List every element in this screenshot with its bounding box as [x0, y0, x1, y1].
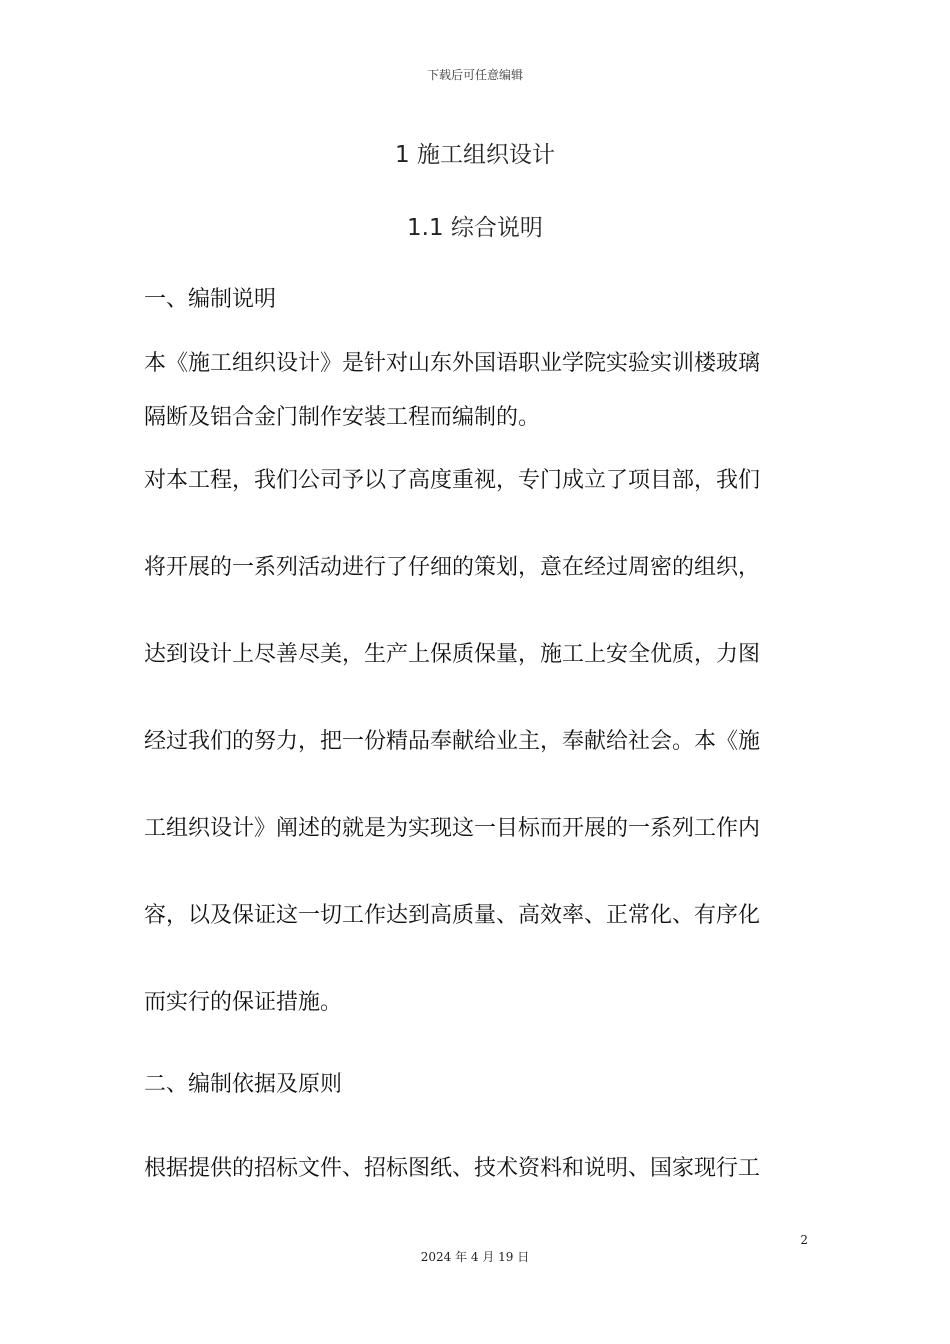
body-line: 根据提供的招标文件、招标图纸、技术资料和说明、国家现行工 [144, 1156, 761, 1181]
header-note: 下载后可任意编辑 [426, 68, 523, 82]
heading-basis-principles: 二、编制依据及原则 [144, 1072, 343, 1097]
chapter-title: 1 施工组织设计 [395, 142, 555, 168]
body-line: 对本工程，我们公司予以了高度重视，专门成立了项目部，我们 [144, 468, 761, 493]
body-line: 本《施工组织设计》是针对山东外国语职业学院实验实训楼玻璃 [144, 351, 761, 376]
footer-date: 2024 年 4 月 19 日 [420, 1250, 530, 1264]
body-line: 工组织设计》阐述的就是为实现这一目标而开展的一系列工作内 [144, 816, 761, 841]
body-line: 隔断及铝合金门制作安装工程而编制的。 [144, 405, 541, 430]
page-number: 2 [800, 1233, 808, 1247]
body-line: 将开展的一系列活动进行了仔细的策划，意在经过周密的组织， [144, 555, 761, 580]
body-line: 容，以及保证这一切工作达到高质量、高效率、正常化、有序化 [144, 903, 761, 928]
body-line: 而实行的保证措施。 [144, 990, 343, 1015]
body-line: 经过我们的努力，把一份精品奉献给业主，奉献给社会。本《施 [144, 729, 761, 754]
body-line: 达到设计上尽善尽美，生产上保质保量，施工上安全优质，力图 [144, 642, 761, 667]
section-title: 1.1 综合说明 [407, 215, 543, 241]
heading-compile-notes: 一、编制说明 [144, 287, 277, 312]
